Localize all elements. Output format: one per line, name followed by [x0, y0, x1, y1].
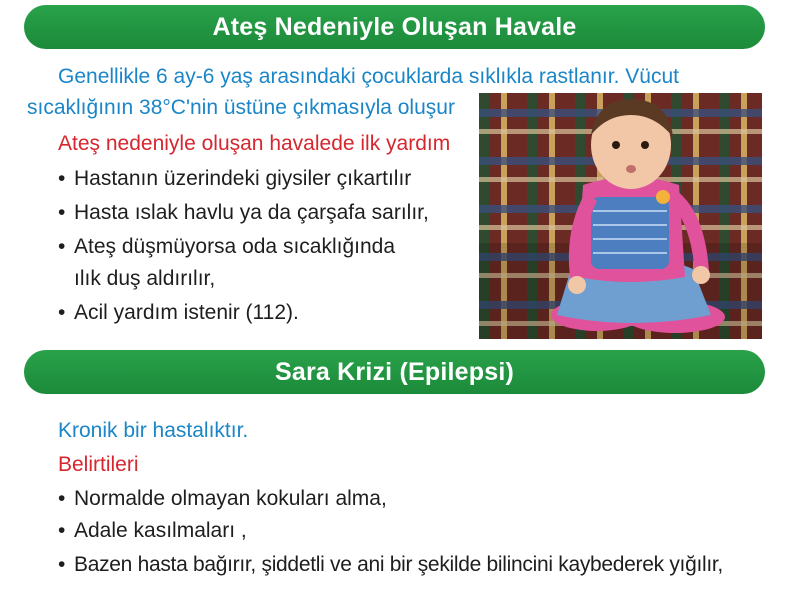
first-aid-item: • Acil yardım istenir (112). [58, 300, 299, 326]
intro-line-2: sıcaklığının 38°C'nin üstüne çıkmasıyla oluşur [27, 96, 455, 119]
first-aid-item-continued: ılık duş aldırılır, [74, 267, 216, 290]
section-title-text: Sara Krizi (Epilepsi) [275, 357, 514, 386]
first-aid-item: • Hasta ıslak havlu ya da çarşafa sarılır, [58, 200, 429, 226]
section-title-febrile-seizure [24, 5, 765, 49]
baby-photo [479, 93, 762, 339]
first-aid-subheading: Ateş nedeniyle oluşan havalede ilk yardım [58, 132, 451, 155]
section-title-text: Ateş Nedeniyle Oluşan Havale [212, 12, 577, 41]
first-aid-item: • Ateş düşmüyorsa oda sıcaklığında [58, 234, 395, 260]
symptom-item: • Normalde olmayan kokuları alma, [58, 486, 387, 512]
epilepsy-intro: Kronik bir hastalıktır. [58, 419, 249, 442]
section-title-epilepsy [24, 350, 765, 394]
symptom-item: • Bazen hasta bağırır, şiddetli ve ani bir şekilde bilincini kaybederek yığılır, [58, 552, 723, 578]
symptom-item: • Adale kasılmaları , [58, 518, 247, 544]
symptoms-subheading: Belirtileri [58, 453, 139, 476]
first-aid-item: • Hastanın üzerindeki giysiler çıkartılır [58, 166, 411, 192]
intro-line-1: Genellikle 6 ay-6 yaş arasındaki çocuklarda sıklıkla rastlanır. Vücut [58, 65, 679, 88]
